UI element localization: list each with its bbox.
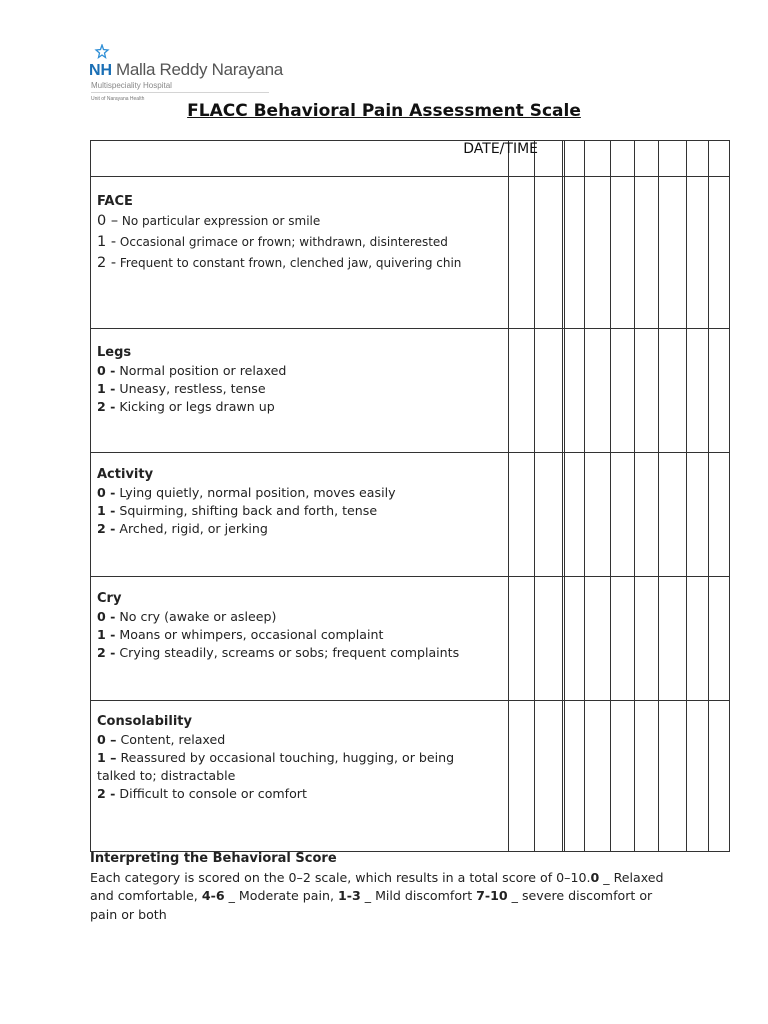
date-time-header: DATE/TIME [463,141,538,157]
face-section [97,193,497,274]
cry-item-1: 1 - Moans or whimpers, occasional complaint [97,627,384,642]
page-title: FLACC Behavioral Pain Assessment Scale [187,101,581,121]
activity-item-0: 0 - Lying quietly, normal position, moves easily [97,485,396,500]
svg-text:NH: NH [89,62,113,78]
hospital-name: Malla Reddy Narayana [116,60,283,79]
interpretation-text: Each category is scored on the 0–2 scale, which results in a total score of 0–10.0 _ Relaxed and comfortable, 4-6 _ Moderate pain, 1-3 _ Mild discomfort 7-10 _ severe discomfort or pain or both [90,869,664,922]
activity-item-1: 1 - Squirming, shifting back and forth, tense [97,503,378,518]
legs-section [97,344,497,416]
hospital-subtitle: Multispeciality Hospital [91,81,172,90]
legs-item-0: 0 - Normal position or relaxed [97,363,287,378]
cry-item-2: 2 - Crying steadily, screams or sobs; frequent complaints [97,645,460,660]
face-item-2: 2 - Frequent to constant frown, clenched jaw, quivering chin [97,255,462,271]
activity-section [97,466,497,538]
consolability-item-0: 0 – Content, relaxed [97,732,226,747]
face-item-1: 1 - Occasional grimace or frown; withdrawn, disinterested [97,234,448,250]
face-item-0: 0 – No particular expression or smile [97,213,321,229]
legs-item-1: 1 - Uneasy, restless, tense [97,381,266,396]
cry-item-0: 0 - No cry (awake or asleep) [97,609,277,624]
interpretation-heading: Interpreting the Behavioral Score [90,851,337,866]
cry-section [97,590,497,662]
consolability-item-1: 1 – Reassured by occasional touching, hugging, or being talked to; distractable [97,750,455,783]
cry-heading: Cry [97,591,122,606]
legs-item-2: 2 - Kicking or legs drawn up [97,399,275,414]
consolability-section [97,713,487,803]
activity-item-2: 2 - Arched, rigid, or jerking [97,521,268,536]
legs-heading: Legs [97,345,132,360]
hospital-logo [88,44,283,106]
logo-divider [91,92,269,93]
face-heading: FACE [97,194,133,209]
score-interpretation [90,850,680,924]
consolability-heading: Consolability [97,714,192,729]
hospital-unit: Unit of Narayana Health [91,96,145,102]
consolability-item-2: 2 - Difficult to console or comfort [97,786,307,801]
activity-heading: Activity [97,467,154,482]
